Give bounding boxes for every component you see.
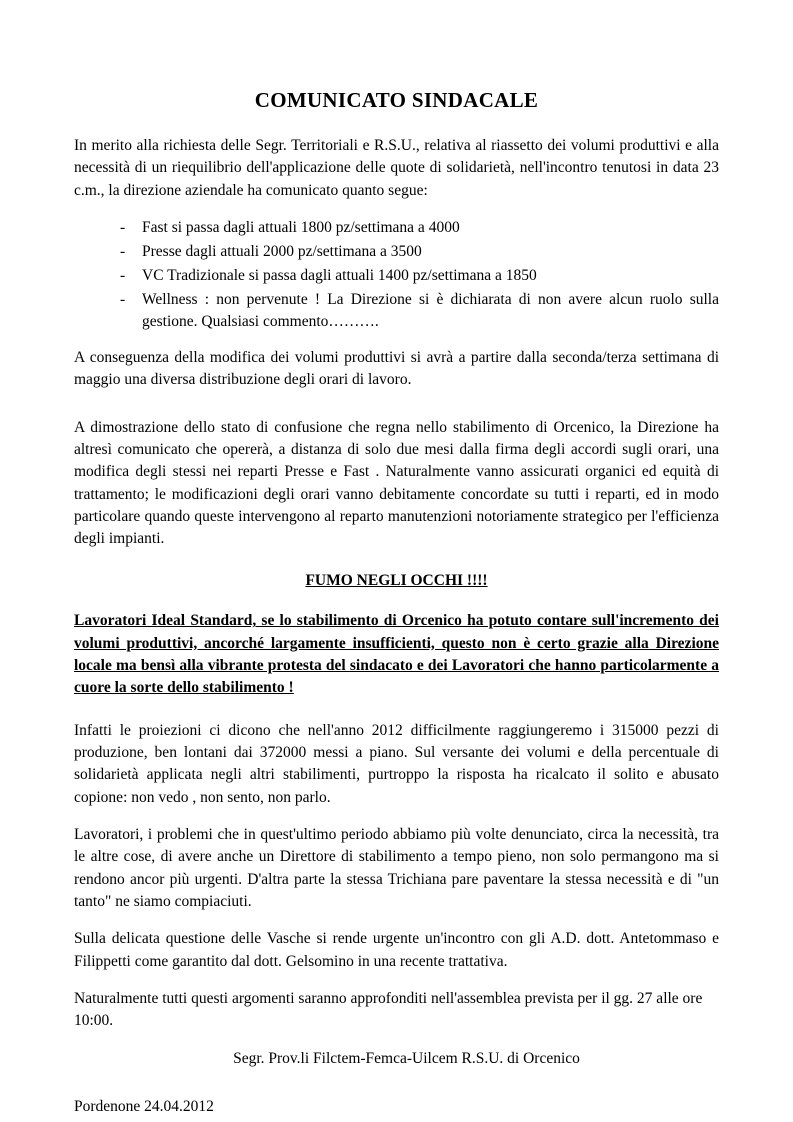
production-bullet-list (74, 217, 719, 333)
page-title: COMUNICATO SINDACALE (254, 88, 539, 112)
paragraph-assembly-notice: Naturalmente tutti questi argomenti saranno approfonditi nell'assemblea prevista per il gg. 27 alle ore 10:00. (74, 989, 703, 1030)
paragraph-volumes-consequence: A conseguenza della modifica dei volumi produttivi si avrà a partire dalla seconda/terza settimana di maggio una diversa distribuzione degli orari di lavoro. (74, 348, 719, 389)
section-heading: FUMO NEGLI OCCHI !!!! (305, 572, 488, 590)
paragraph-workers-problems: Lavoratori, i problemi che in quest'ultimo periodo abbiamo più volte denunciato, circa la necessità, tra le altre cose, di avere anche un Direttore di stabilimento a tempo pieno, non solo permangono ma si rendono ancor più urgenti. D'altra parte la stessa Trichiana pare paventare la stessa necessità e di "un tanto" ne siamo compiaciuti. (74, 825, 719, 910)
paragraph-projections: Infatti le proiezioni ci dicono che nell'anno 2012 difficilmente raggiungeremo i 315000 pezzi di produzione, ben lontani dai 372000 messi a piano. Sul versante dei volumi e della percentuale di solidarietà applicata negli altri stabilimenti, purtroppo la risposta ha ricalcato il solito e abusato copione: non vedo , non sento, non parlo. (74, 721, 719, 806)
spacer (74, 407, 719, 417)
paragraph-confusion-state: A dimostrazione dello stato di confusione che regna nello stabilimento di Orcenico, la Direzione ha altresì comunicato che opererà, a distanza di solo due mesi dalla firma degli accordi sugli orari, una modifica degli stessi nei reparti Presse e Fast . Naturalmente vanno assicurati organici ed equità di trattamento; le modificazioni degli orari vanno debitamente concordate su tutti i reparti, ed in modo particolare quando queste intervengono al reparto manutenzioni notoriamente strategico per l'efficienza degli impianti. (74, 418, 719, 548)
date-line: Pordenone 24.04.2012 (74, 1098, 214, 1116)
list-item: - Fast si passa dagli attuali 1800 pz/settimana a 4000 (120, 217, 719, 239)
list-item: - VC Tradizionale si passa dagli attuali 1400 pz/settimana a 1850 (120, 265, 719, 287)
list-item: - Wellness : non pervenute ! La Direzione si è dichiarata di non avere alcun ruolo sulla gestione. Qualsiasi commento………. (120, 289, 719, 333)
paragraph-vasche-question: Sulla delicata questione delle Vasche si rende urgente un'incontro con gli A.D. dott. Antetommaso e Filippetti come garantito dal dott. Gelsomino in una recente trattativa. (74, 930, 719, 970)
highlighted-statement: Lavoratori Ideal Standard, se lo stabilimento di Orcenico ha potuto contare sull'incremento dei volumi produttivi, ancorché largamente insufficienti, questo non è certo grazie alla Direzione locale ma bensì alla vibrante protesta del sindacato e dei Lavoratori che hanno particolarmente a cuore la sorte dello stabilimento ! (74, 612, 719, 697)
signature-line: Segr. Prov.li Filctem-Femca-Uilcem R.S.U. di Orcenico (233, 1050, 580, 1068)
intro-paragraph: In merito alla richiesta delle Segr. Territoriali e R.S.U., relativa al riassetto dei volumi produttivi e alla necessità di un riequilibrio dell'applicazione delle quote di solidarietà, nell'incontro tenutosi in data 23 c.m., la direzione aziendale ha comunicato quanto segue: (74, 137, 719, 199)
list-item: - Presse dagli attuali 2000 pz/settimana a 3500 (120, 241, 719, 263)
